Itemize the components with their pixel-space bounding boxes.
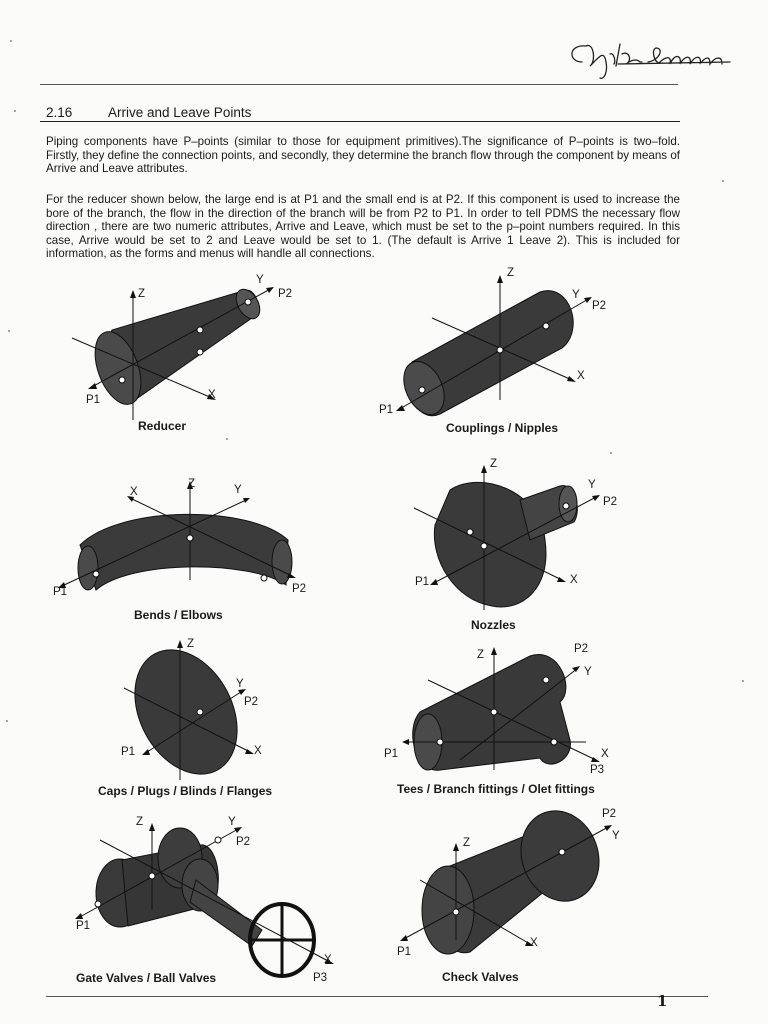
caps-z-label: Z (187, 638, 195, 650)
check-z-label: Z (463, 837, 471, 849)
nozzles-caption: Nozzles (471, 618, 516, 632)
nozzles-y-label: Y (588, 479, 596, 491)
tees-y-label: Y (584, 666, 592, 678)
section-title: Arrive and Leave Points (108, 105, 252, 120)
nozzles-z-label: Z (490, 458, 498, 470)
reducer-x-label: X (208, 389, 216, 401)
tees-p2-label: P2 (574, 643, 589, 655)
scan-speck (14, 110, 16, 112)
bends-x-label: X (130, 486, 138, 498)
tees-p3-label: P3 (590, 764, 605, 776)
reducer-z-label: Z (138, 288, 146, 300)
nozzles-x-label: X (570, 574, 578, 586)
gate-p3-label: P3 (313, 972, 328, 984)
check-p1-label: P1 (397, 946, 412, 958)
bends-caption: Bends / Elbows (134, 608, 223, 622)
gate-p2-label: P2 (236, 836, 251, 848)
couplings-z-label: Z (507, 267, 515, 279)
reducer-p2-label: P2 (278, 288, 293, 300)
nozzles-p2-label: P2 (603, 496, 618, 508)
caps-x-label: X (254, 745, 262, 757)
caps-p2-label: P2 (244, 696, 259, 708)
scan-speck (722, 180, 724, 182)
couplings-x-label: X (577, 370, 585, 382)
tees-z-label: Z (477, 649, 485, 661)
check-x-label: X (530, 937, 538, 949)
bends-z-label: Z (188, 478, 196, 490)
couplings-caption: Couplings / Nipples (446, 421, 559, 435)
nozzles-p1-label: P1 (415, 576, 430, 588)
scan-speck (8, 330, 10, 332)
check-caption: Check Valves (442, 970, 519, 984)
tees-x-label: X (601, 748, 609, 760)
paragraph-2: For the reducer shown below, the large end is at P1 and the small end is at P2. If this component is used to increase the bore of the branch, the flow in the direction of the branch will be from P2 to P1. In order to tell PDMS the necessary flow direction , there are two numeric attributes, Arrive and Leave, which must be set to the p–point numbers required. In this case, Arrive would be set to 2 and Leave would be set to 1. (The default is Arrive 1 Leave 2). This is included for information, as the forms and menus will handle all connections. (46, 193, 680, 261)
bends-y-label: Y (234, 484, 242, 496)
scan-speck (226, 438, 228, 440)
bottom-rule (46, 996, 708, 997)
gate-z-label: Z (136, 816, 144, 828)
caps-p1-label: P1 (121, 746, 136, 758)
gate-p1-label: P1 (76, 920, 91, 932)
tees-p1-label: P1 (384, 748, 399, 760)
caps-caption: Caps / Plugs / Blinds / Flanges (98, 784, 273, 798)
caps-y-label: Y (236, 678, 244, 690)
paragraph-1: Piping components have P–points (similar to those for equipment primitives).The significance of P–points is two–fold. Firstly, they define the connection points, and secondly, they determine the branch flow through the component by means of Arrive and Leave attributes. (46, 135, 680, 176)
bends-p1-label: P1 (53, 586, 68, 598)
scan-speck (10, 40, 12, 42)
scan-speck (742, 680, 744, 682)
tees-caption: Tees / Branch fittings / Olet fittings (397, 782, 595, 796)
scan-speck (610, 452, 612, 454)
bends-p2-label: P2 (292, 583, 307, 595)
scan-speck (6, 720, 8, 722)
page-number: 1 (657, 992, 668, 1010)
section-number: 2.16 (46, 105, 73, 120)
reducer-p1-label: P1 (86, 394, 101, 406)
gate-caption: Gate Valves / Ball Valves (76, 971, 217, 985)
couplings-p1-label: P1 (379, 404, 394, 416)
check-p2-label: P2 (602, 808, 617, 820)
gate-x-label: X (324, 954, 332, 966)
reducer-caption: Reducer (138, 419, 187, 433)
reducer-y-label: Y (256, 274, 264, 286)
check-y-label: Y (612, 830, 620, 842)
couplings-p2-label: P2 (592, 300, 607, 312)
gate-y-label: Y (228, 816, 236, 828)
couplings-y-label: Y (572, 289, 580, 301)
